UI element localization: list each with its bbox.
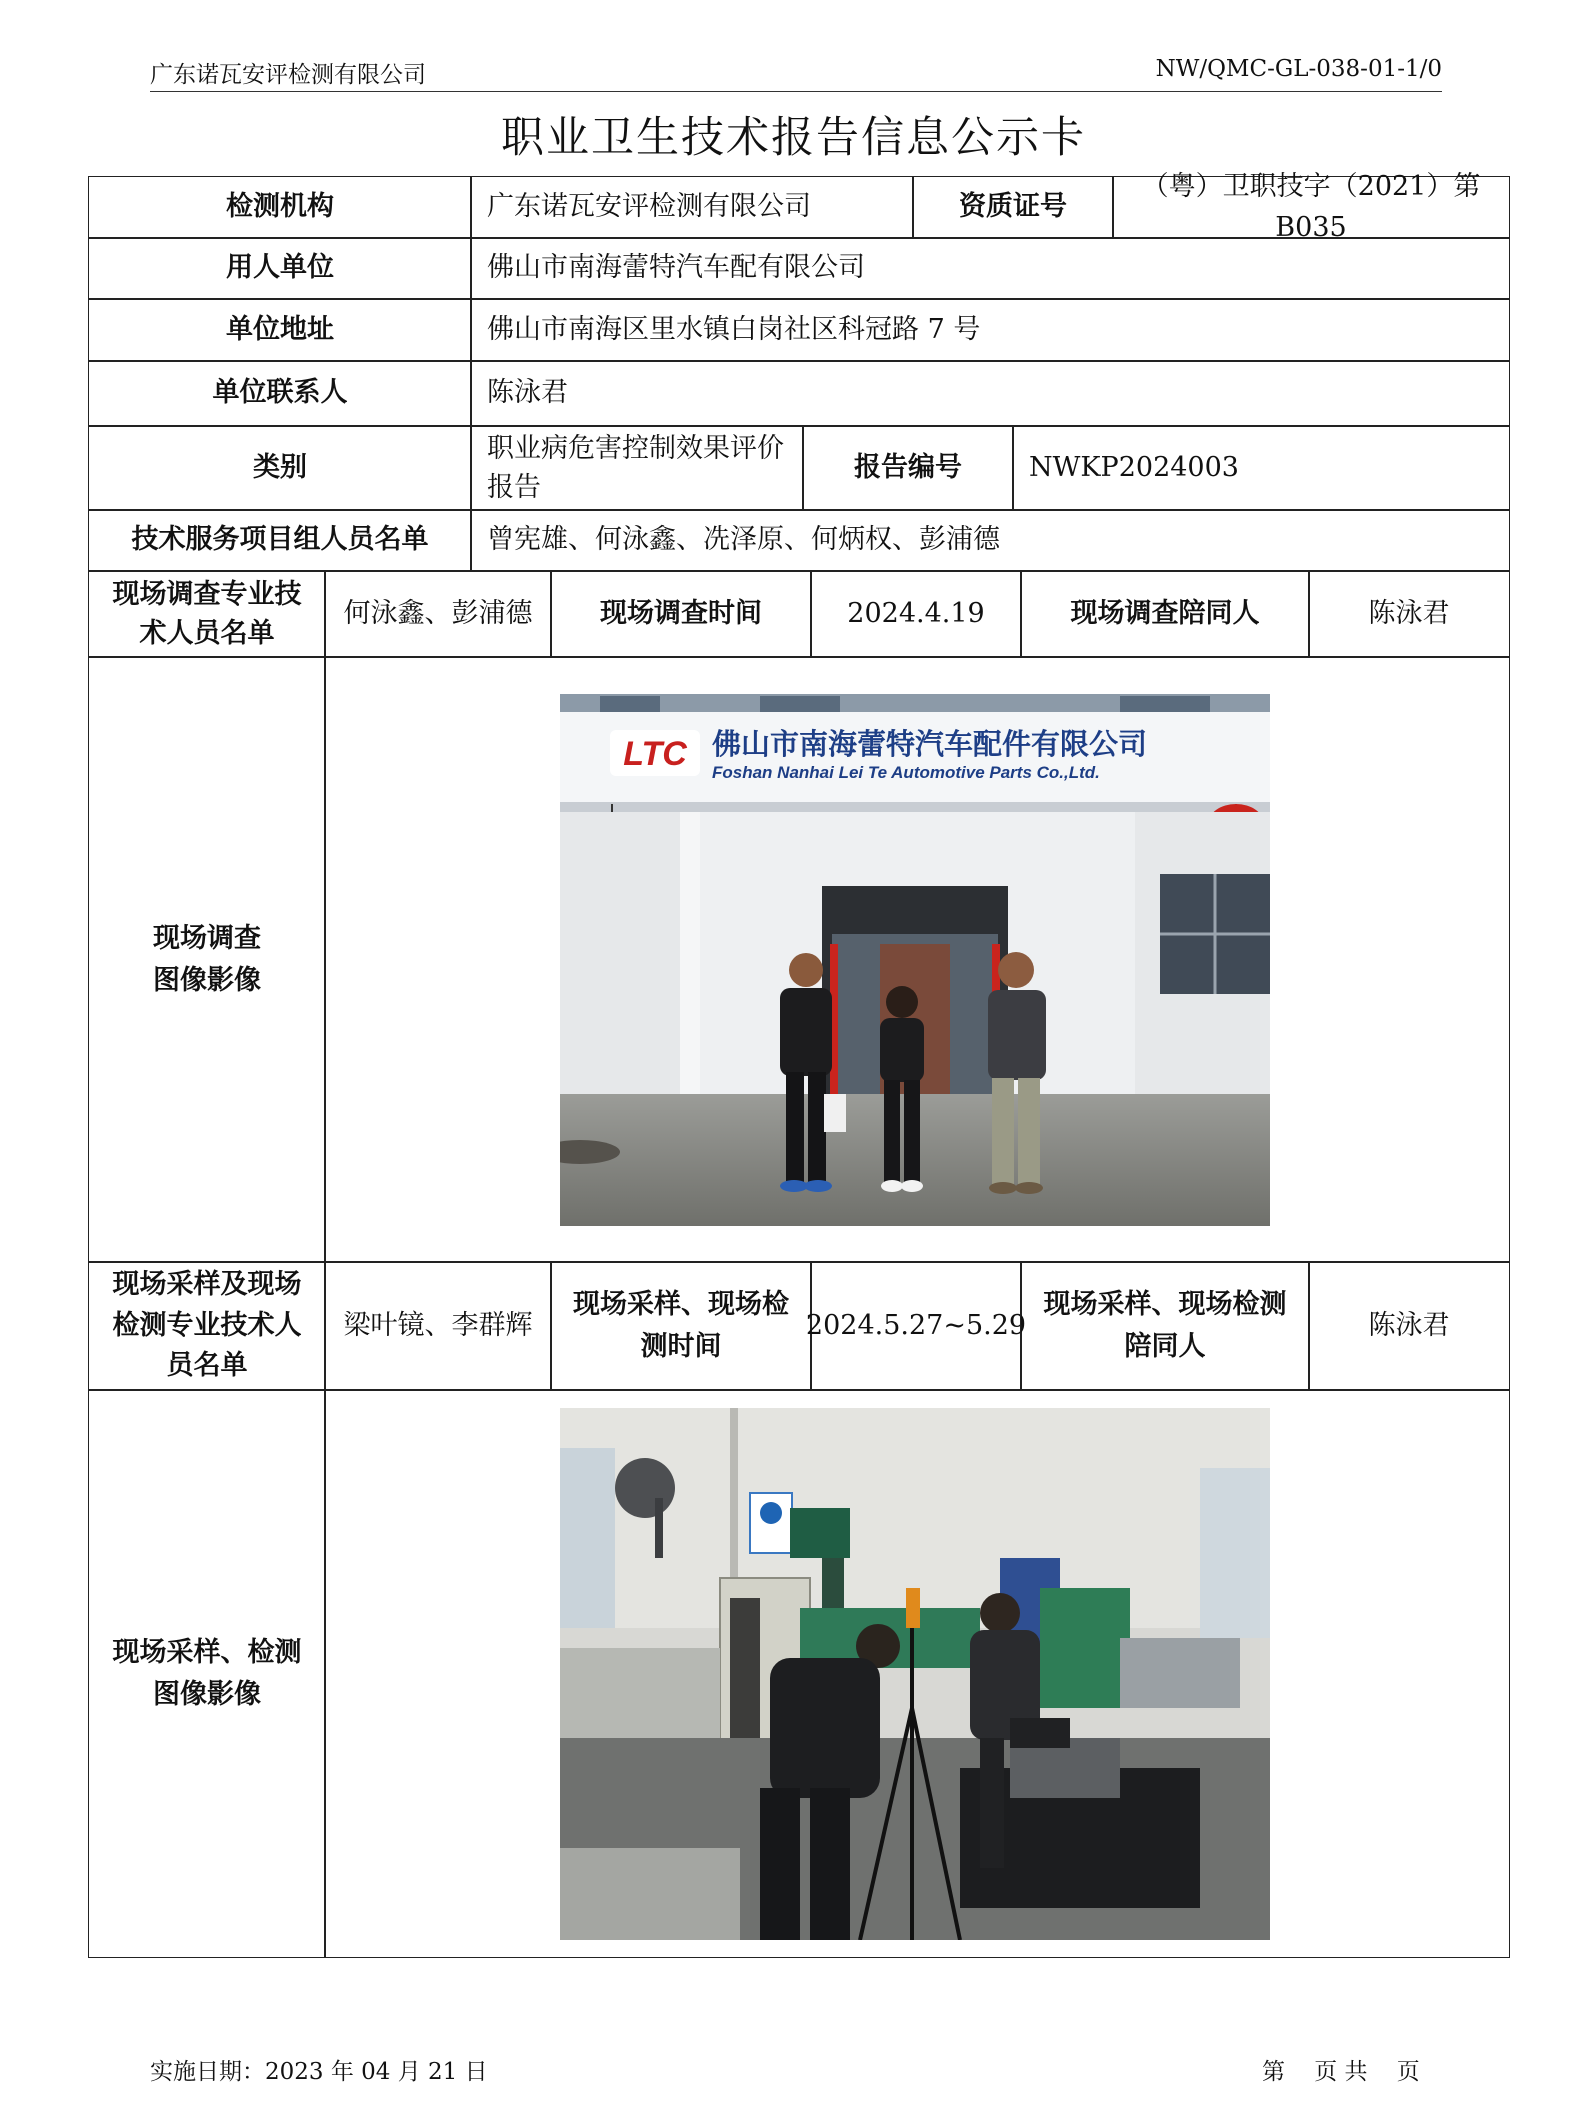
- sampling-escort-label: 现场采样、现场检测陪同人: [1020, 1261, 1310, 1391]
- team-value: 曾宪雄、何泳鑫、冼泽原、何炳权、彭浦德: [470, 509, 1510, 572]
- survey-escort-label: 现场调查陪同人: [1020, 570, 1310, 658]
- footer-date: 实施日期：2023 年 04 月 21 日: [150, 2059, 488, 2085]
- survey-escort-value: 陈泳君: [1308, 570, 1510, 658]
- sign-english: Foshan Nanhai Lei Te Automotive Parts Co.,Ltd.: [712, 763, 1100, 782]
- header-divider: [150, 91, 1442, 92]
- company-logo: [610, 730, 700, 776]
- footer-pages: 第 页 共 页: [1262, 2059, 1420, 2085]
- sampling-site-photo: [560, 1408, 1270, 1940]
- survey-staff-value: 何泳鑫、彭浦德: [324, 570, 552, 658]
- sampling-time-value: 2024.5.27~5.29: [810, 1261, 1022, 1391]
- report-no-value: NWKP2024003: [1012, 425, 1510, 511]
- sampling-staff-value: 梁叶镜、李群辉: [324, 1261, 552, 1391]
- sampling-photo-label: 现场采样、检测 图像影像: [88, 1389, 326, 1958]
- org-value: 广东诺瓦安评检测有限公司: [470, 176, 914, 239]
- header-company: 广东诺瓦安评检测有限公司: [150, 62, 426, 88]
- svg-text:LTC: LTC: [623, 735, 687, 773]
- survey-time-label: 现场调查时间: [550, 570, 812, 658]
- report-no-label: 报告编号: [802, 425, 1014, 511]
- survey-time-value: 2024.4.19: [810, 570, 1022, 658]
- cert-label: 资质证号: [912, 176, 1114, 239]
- survey-staff-label: 现场调查专业技术人员名单: [88, 570, 326, 658]
- category-value: 职业病危害控制效果评价报告: [470, 425, 804, 511]
- employer-label: 用人单位: [88, 237, 472, 300]
- sign-chinese: 佛山市南海蕾特汽车配件有限公司: [712, 727, 1148, 761]
- employer-value: 佛山市南海蕾特汽车配有限公司: [470, 237, 1510, 300]
- team-label: 技术服务项目组人员名单: [88, 509, 472, 572]
- contact-label: 单位联系人: [88, 360, 472, 427]
- address-value: 佛山市南海区里水镇白岗社区科冠路 7 号: [470, 298, 1510, 362]
- survey-site-photo: [560, 694, 1270, 1226]
- category-label: 类别: [88, 425, 472, 511]
- sampling-time-label: 现场采样、现场检测时间: [550, 1261, 812, 1391]
- org-label: 检测机构: [88, 176, 472, 239]
- page-title: 职业卫生技术报告信息公示卡: [501, 113, 1086, 163]
- survey-photo-label: 现场调查 图像影像: [88, 656, 326, 1263]
- sampling-escort-value: 陈泳君: [1308, 1261, 1510, 1391]
- header-doc-code: NW/QMC-GL-038-01-1/0: [1155, 56, 1442, 82]
- cert-value: （粤）卫职技字（2021）第 B035: [1112, 176, 1510, 239]
- sampling-staff-label: 现场采样及现场检测专业技术人员名单: [88, 1261, 326, 1391]
- address-label: 单位地址: [88, 298, 472, 362]
- contact-value: 陈泳君: [470, 360, 1510, 427]
